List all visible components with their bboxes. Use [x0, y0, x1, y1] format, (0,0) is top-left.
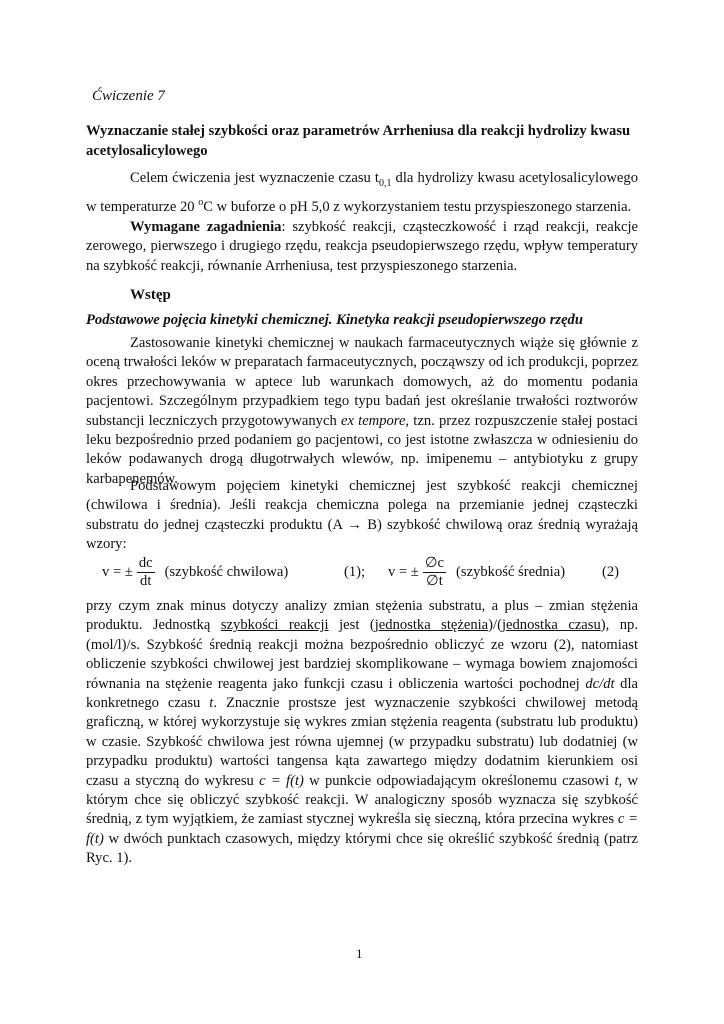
- para3-text-h: , w którym chce się obliczyć szybkość reakcji. W analogiczny sposób wyznacza się szybkość średnią, z tym wyjątkiem, że zamiast stycznej wykreśla się sieczną, która przecina wykres: [86, 772, 638, 828]
- para3-text-b: jest (: [328, 617, 375, 634]
- formula2-numerator: ∅c: [424, 554, 445, 571]
- required-topics-label: Wymagane zagadnienia: [130, 219, 282, 235]
- aim-text-1: Celem ćwiczenia jest wyznaczenie czasu t: [130, 170, 379, 186]
- intro-paragraph-1: [86, 334, 638, 489]
- para3-text-d: ), np. (mol/l)/s. Szybkość średnią reakcji można bezpośrednio obliczyć ze wzoru (2), natomiast obliczenie szybkości chwilowej jest bardziej skomplikowane – wymaga bowiem znajomości równania na stężenie reagenta jako funkcji czasu i obliczenia wartości pochodnej: [86, 617, 639, 692]
- formula1-fraction: [137, 555, 155, 590]
- formula2-lhs: v = ±: [388, 563, 419, 580]
- para3-text-g: w punkcie odpowiadającym określonemu czasowi: [303, 772, 615, 789]
- section-subheading: Podstawowe pojęcia kinetyki chemicznej. Kinetyka reakcji pseudopierwszego rzędu: [86, 312, 583, 328]
- derivative-term: dc/dt: [585, 675, 615, 692]
- aim-text-2: dla hydrolizy kwasu acetylosalicylowego w temperaturze 20: [86, 170, 638, 216]
- time-variable-2: t: [614, 772, 619, 789]
- time-unit-underlined: jednostka czasu: [501, 617, 601, 634]
- function-term-2: c = f(t): [86, 811, 638, 847]
- para3-text-i: w dwóch punktach czasowych, między którymi chce się określić szybkość średnią (patrz Ryc. 1).: [86, 830, 638, 867]
- ex-tempore-term: ex tempore: [340, 412, 406, 429]
- intro-heading: Wstęp: [130, 287, 171, 303]
- formula-instant-rate: [102, 550, 288, 594]
- para3-text-e: dla konkretnego czasu: [86, 675, 638, 712]
- para3-text-a: przy czym znak minus dotyczy analizy zmian stężenia substratu, a plus – zmian stężenia produktu. Jednostką: [86, 598, 638, 634]
- formula2-label: (szybkość średnia): [456, 563, 566, 580]
- formula1-denominator: dt: [140, 572, 152, 589]
- required-topics-paragraph: [86, 218, 638, 276]
- intro-paragraph-3: [86, 597, 638, 869]
- degree-superscript: o: [198, 197, 204, 209]
- para3-text-f: . Znacznie prostsze jest wyznaczenie szybkości chwilowej metodą graficzną, w której wykorzystuje się wykres zmian stężenia reagenta (substratu lub produktu) w czasie. Szybkość chwilowa jest równa ujemnej (w przypadku substratu) lub dodatniej (w przypadku produktu) wartości tangensa kąta zawartego między dodatnim kierunkiem osi czasu a styczną do wykresu: [86, 695, 638, 789]
- aim-text-3: C w buforze o pH 5,0 z wykorzystaniem testu przyspieszonego starzenia.: [203, 199, 632, 216]
- formula-average-rate: [388, 550, 565, 594]
- document-title: Wyznaczanie stałej szybkości oraz parametrów Arrheniusa dla reakcji hydrolizy kwasu acetylosalicylowego: [86, 123, 631, 159]
- time-variable-1: t: [209, 695, 214, 712]
- formula1-label: (szybkość chwilowa): [164, 563, 289, 580]
- aim-paragraph: [86, 169, 638, 218]
- formula2-fraction: [423, 555, 446, 590]
- intro-paragraph-2: Podstawowym pojęciem kinetyki chemicznej jest szybkość reakcji chemicznej (chwilowa i średnia). Jeśli reakcja chemiczna polega na przemianie jednej cząsteczki substratu do jednej cząsteczki produktu (A → B) szybkość chwilową oraz średnią wyrażają wzory:: [86, 478, 638, 553]
- function-term-1: c = f(t): [259, 772, 304, 789]
- formula1-numerator: dc: [138, 554, 153, 571]
- formula-row: [86, 550, 638, 594]
- concentration-unit-underlined: jednostka stężenia: [374, 617, 489, 634]
- formula1-number: (1);: [344, 563, 366, 580]
- para1-text-a: Zastosowanie kinetyki chemicznej w naukach farmaceutycznych wiąże się głównie z oceną trwałości leków w preparatach farmaceutycznych, począwszy od ich produkcji, poprzez okres przechowywania w aptece lub warunkach domowych, aż do momentu podania pacjentowi. Szczególnym przypadkiem tego typu badań jest określanie trwałości roztworów substancji leczniczych przygotowywanych: [86, 335, 638, 429]
- required-topics-text: : szybkość reakcji, cząsteczkowość i rząd reakcji, reakcje zerowego, pierwszego i drugiego rzędu, reakcja pseudopierwszego rzędu, wpływ temperatury na szybkość reakcji, równanie Arrheniusa, test przyspieszonego starzenia.: [86, 219, 638, 274]
- page-number: 1: [356, 946, 363, 961]
- para1-text-b: , tzn. przez rozpuszczenie stałej postaci leku bezpośrednio przed podaniem go pacjentowi, co jest istotne zwłaszcza w odniesieniu do leków podawanych drogą długotrwałych wlewów, np. imipenemu – antybiotyku z grupy karbapenemów.: [86, 412, 638, 487]
- formula1-lhs: v = ±: [102, 563, 133, 580]
- formula2-number: (2): [602, 563, 620, 580]
- para3-text-c: )/(: [488, 617, 502, 634]
- aim-subscript: 0,1: [378, 177, 392, 189]
- reaction-rate-underlined: szybkości reakcji: [220, 617, 329, 634]
- formula2-denominator: ∅t: [426, 572, 443, 589]
- exercise-label: Ćwiczenie 7: [92, 88, 165, 104]
